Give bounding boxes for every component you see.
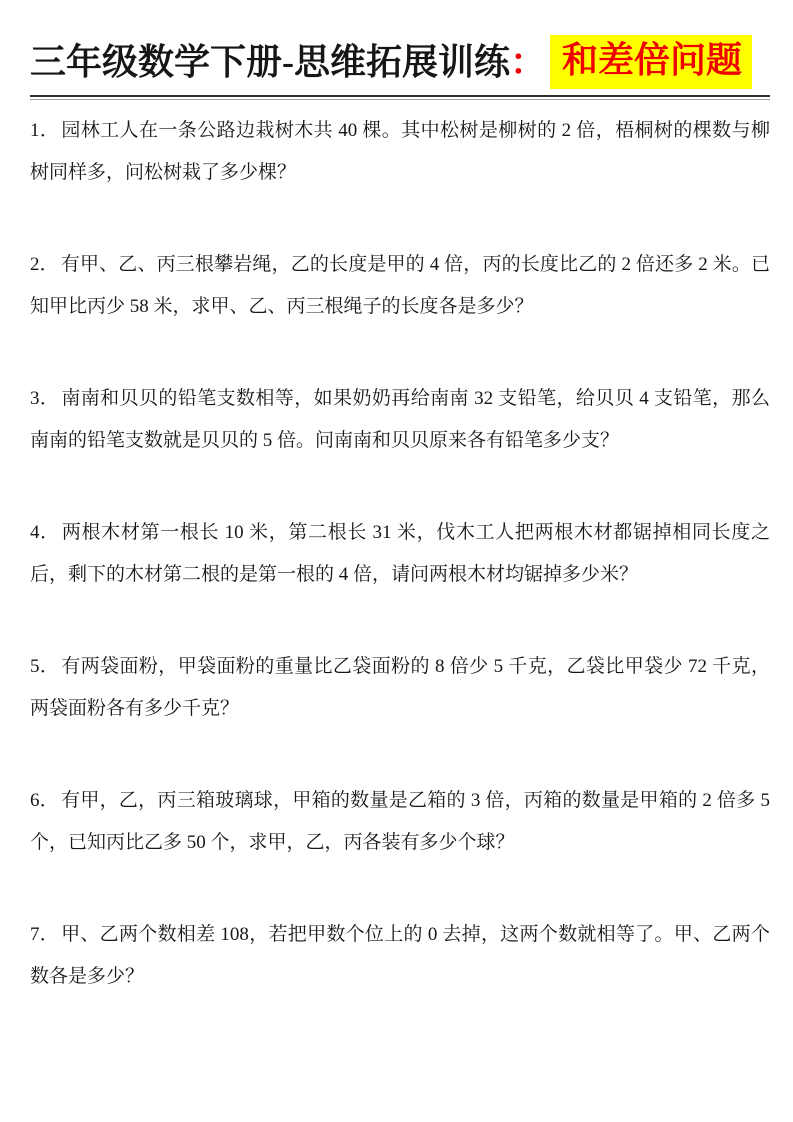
problem-5-text: 有两袋面粉，甲袋面粉的重量比乙袋面粉的 8 倍少 5 千克，乙袋比甲袋少 72 千克，两袋面粉各有多少千克？	[30, 656, 770, 719]
problem-5-number: 5．	[30, 656, 60, 677]
problem-1-text: 园林工人在一条公路边栽树木共 40 棵。其中松树是柳树的 2 倍，梧桐树的棵数与柳树同样多，问松树栽了多少棵？	[30, 120, 770, 183]
problem-6-text: 有甲，乙，丙三箱玻璃球，甲箱的数量是乙箱的 3 倍，丙箱的数量是甲箱的 2 倍多 5 个，已知丙比乙多 50 个，求甲，乙，丙各装有多少个球？	[30, 790, 770, 853]
problem-4-text: 两根木材第一根长 10 米，第二根长 31 米，伐木工人把两根木材都锯掉相同长度之后，剩下的木材第二根的是第一根的 4 倍，请问两根木材均锯掉多少米？	[30, 522, 770, 585]
problem-4	[30, 512, 770, 596]
header-divider	[30, 95, 770, 100]
problem-6-number: 6．	[30, 790, 60, 811]
doc-header	[30, 0, 770, 90]
problem-4-number: 4．	[30, 522, 60, 543]
problem-2-text: 有甲、乙、丙三根攀岩绳，乙的长度是甲的 4 倍，丙的长度比乙的 2 倍还多 2 米。已知甲比丙少 58 米，求甲、乙、丙三根绳子的长度各是多少？	[30, 254, 770, 317]
title-colon: ：	[510, 42, 547, 82]
problem-3-number: 3．	[30, 388, 60, 409]
problem-1	[30, 110, 770, 194]
title-main-text: 三年级数学下册-思维拓展训练	[30, 42, 510, 82]
problem-5	[30, 646, 770, 730]
problem-list	[30, 110, 770, 998]
problem-7-text: 甲、乙两个数相差 108，若把甲数个位上的 0 去掉，这两个数就相等了。甲、乙两个数各是多少？	[30, 924, 770, 987]
problem-2-number: 2．	[30, 254, 59, 275]
problem-7	[30, 914, 770, 998]
problem-3-text: 南南和贝贝的铅笔支数相等，如果奶奶再给南南 32 支铅笔，给贝贝 4 支铅笔，那么南南的铅笔支数就是贝贝的 5 倍。问南南和贝贝原来各有铅笔多少支？	[30, 388, 770, 451]
problem-6	[30, 780, 770, 864]
problem-7-number: 7．	[30, 924, 60, 945]
page-title	[30, 34, 770, 90]
title-highlight: 和差倍问题	[550, 35, 752, 89]
problem-1-number: 1．	[30, 120, 60, 141]
problem-2	[30, 244, 770, 328]
problem-3	[30, 378, 770, 462]
